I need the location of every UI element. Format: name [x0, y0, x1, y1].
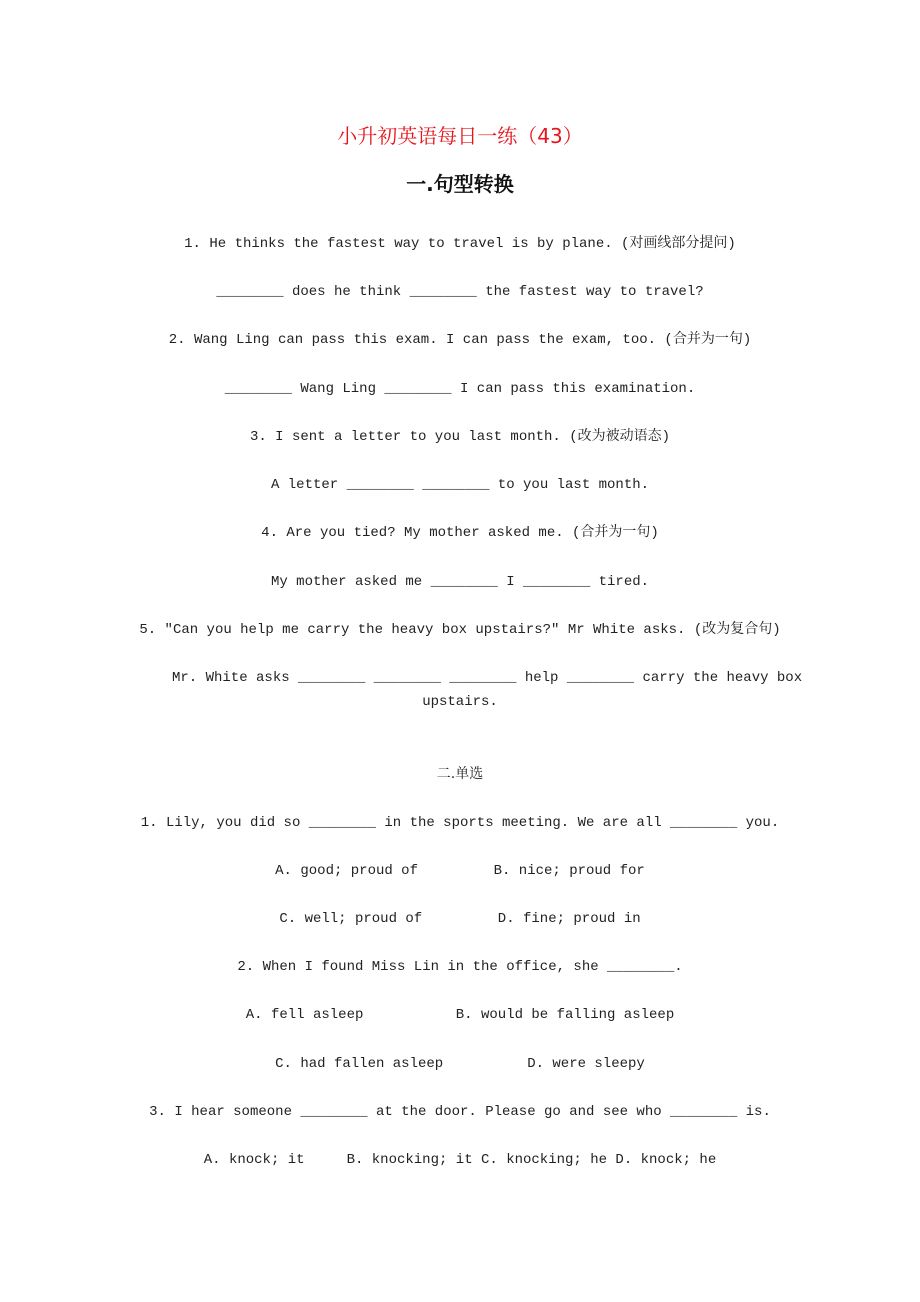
question-1: 1. He thinks the fastest way to travel is by plane. (对画线部分提问): [184, 236, 736, 252]
answer-line-3: A letter ________ ________ to you last month.: [270, 477, 650, 493]
mc-options-3: A. knock; it B. knocking; it C. knocking; he D. knock; he: [203, 1152, 717, 1168]
question-5: 5. "Can you help me carry the heavy box upstairs?" Mr White asks. (改为复合句): [139, 622, 781, 638]
section-heading-sentence-transformation: 一.句型转换: [406, 172, 514, 196]
answer-line-2: ________ Wang Ling ________ I can pass this examination.: [224, 381, 696, 397]
section-heading-multiple-choice: 二.单选: [436, 766, 484, 782]
mc-question-3: 3. I hear someone ________ at the door. Please go and see who ________ is.: [149, 1104, 771, 1120]
question-4: 4. Are you tied? My mother asked me. (合并为一句): [261, 525, 659, 541]
mc-options-2cd: C. had fallen asleep D. were sleepy: [275, 1056, 645, 1072]
question-3: 3. I sent a letter to you last month. (改为被动语态): [249, 429, 671, 445]
answer-line-5-cont: upstairs.: [422, 694, 498, 710]
mc-options-1ab: A. good; proud of B. nice; proud for: [275, 863, 645, 879]
answer-line-4: My mother asked me ________ I ________ tired.: [270, 574, 650, 590]
answer-line-1: ________ does he think ________ the fastest way to travel?: [216, 284, 704, 300]
answer-line-5: Mr. White asks ________ ________ ________ help ________ carry the heavy box: [172, 670, 803, 686]
mc-question-1: 1. Lily, you did so ________ in the sports meeting. We are all ________ you.: [140, 815, 780, 831]
question-2: 2. Wang Ling can pass this exam. I can pass the exam, too. (合并为一句): [168, 332, 752, 348]
mc-options-2ab: A. fell asleep B. would be falling asleep: [245, 1007, 675, 1023]
document-title: 小升初英语每日一练（43）: [337, 124, 583, 148]
mc-question-2: 2. When I found Miss Lin in the office, she ________.: [237, 959, 683, 975]
mc-options-1cd: C. well; proud of D. fine; proud in: [279, 911, 641, 927]
